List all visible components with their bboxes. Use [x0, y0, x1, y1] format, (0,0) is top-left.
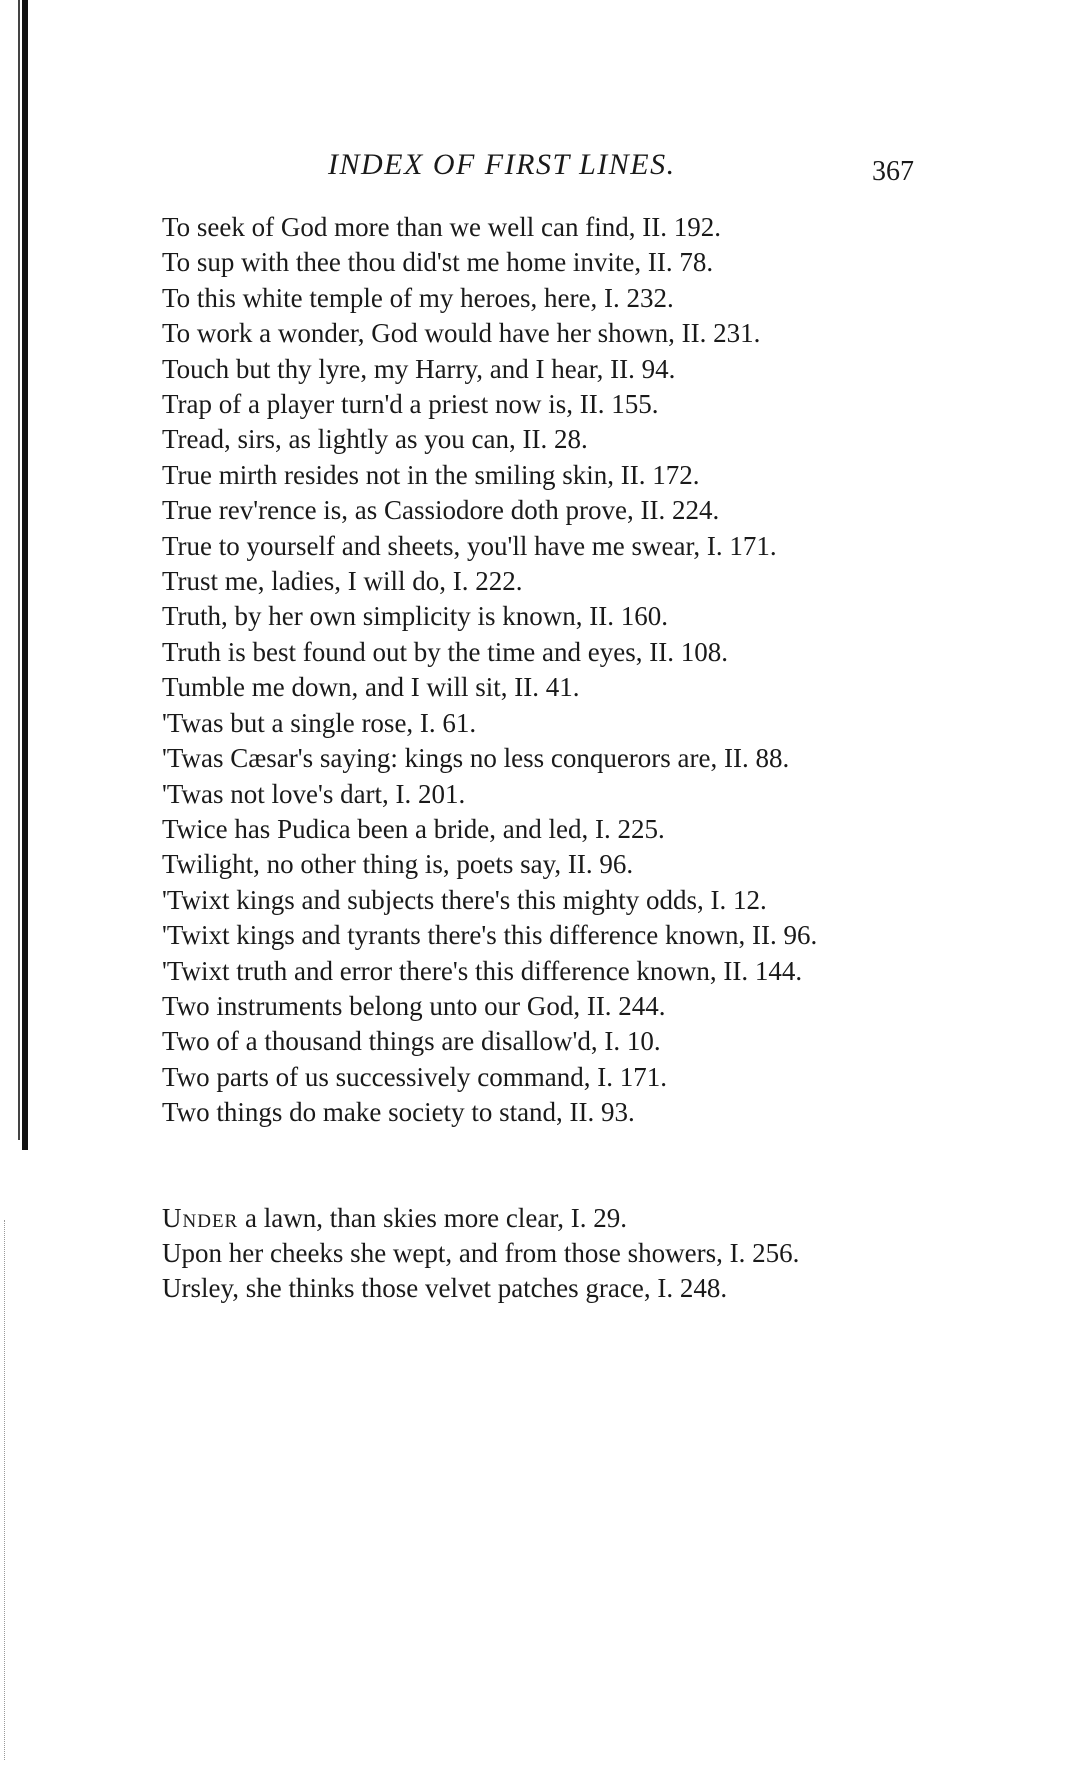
index-entry: Two parts of us successively command, I. 171.: [162, 1061, 668, 1092]
section-initial: Under: [162, 1202, 239, 1233]
index-entry: Twice has Pudica been a bride, and led, I. 225.: [162, 813, 665, 844]
index-entry: Trust me, ladies, I will do, I. 222.: [162, 566, 523, 597]
index-entry: To this white temple of my heroes, here, I. 232.: [162, 282, 674, 313]
index-entry: Twilight, no other thing is, poets say, II. 96.: [162, 849, 634, 880]
index-entry: True to yourself and sheets, you'll have me swear, I. 171.: [162, 530, 777, 561]
running-head: [160, 148, 920, 188]
index-entry: 'Twixt kings and subjects there's this mighty odds, I. 12.: [162, 884, 767, 915]
page-number: 367: [872, 156, 914, 187]
index-entry: Tread, sirs, as lightly as you can, II. 28.: [162, 424, 588, 455]
index-entry: Two things do make society to stand, II. 93.: [162, 1097, 635, 1128]
page-title: INDEX OF FIRST LINES.: [328, 148, 676, 181]
index-entry: 'Twas but a single rose, I. 61.: [162, 707, 477, 738]
index-entry: True rev'rence is, as Cassiodore doth prove, II. 224.: [162, 495, 720, 526]
index-entry: Two instruments belong unto our God, II. 244.: [162, 990, 666, 1021]
index-entry: Truth is best found out by the time and eyes, II. 108.: [162, 636, 728, 667]
index-entry: To sup with thee thou did'st me home invite, II. 78.: [162, 247, 714, 278]
section-divider: [162, 1131, 922, 1201]
index-entry: To seek of God more than we well can find, II. 192.: [162, 212, 721, 242]
index-entry: 'Twixt kings and tyrants there's this difference known, II. 96.: [162, 920, 818, 951]
index-list: [162, 210, 922, 1307]
index-entry: Touch but thy lyre, my Harry, and I hear, II. 94.: [162, 353, 676, 384]
index-entry: True mirth resides not in the smiling skin, II. 172.: [162, 459, 700, 490]
index-entry: 'Twas not love's dart, I. 201.: [162, 778, 466, 809]
index-entry: Truth, by her own simplicity is known, II. 160.: [162, 601, 668, 632]
index-entry: 'Twas Cæsar's saying: kings no less conquerors are, II. 88.: [162, 743, 790, 774]
index-entry: Upon her cheeks she wept, and from those showers, I. 256.: [162, 1237, 800, 1268]
binding-shadow: [18, 0, 20, 1140]
index-entry: Ursley, she thinks those velvet patches grace, I. 248.: [162, 1273, 728, 1304]
margin-specks: [4, 1220, 17, 1760]
index-entry: Tumble me down, and I will sit, II. 41.: [162, 672, 580, 703]
index-entry: [162, 1201, 922, 1236]
index-entry: Two of a thousand things are disallow'd, I. 10.: [162, 1026, 661, 1057]
index-entry: To work a wonder, God would have her shown, II. 231.: [162, 318, 761, 349]
index-entry: Trap of a player turn'd a priest now is, II. 155.: [162, 389, 659, 420]
entry-text: a lawn, than skies more clear, I. 29.: [238, 1202, 628, 1233]
binding-edge: [22, 0, 28, 1150]
index-entry: 'Twixt truth and error there's this difference known, II. 144.: [162, 955, 803, 986]
